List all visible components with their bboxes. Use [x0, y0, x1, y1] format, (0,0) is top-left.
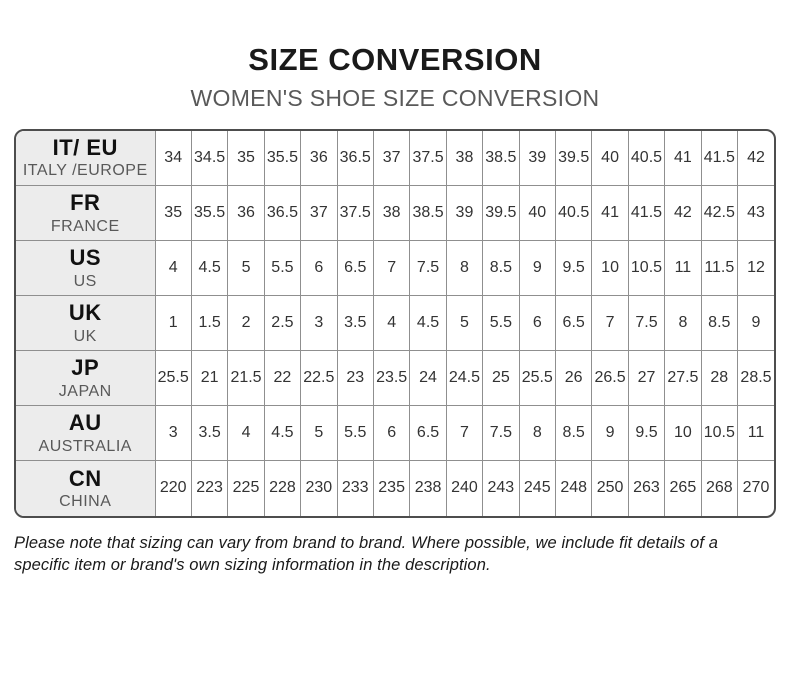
- size-cell: 38: [446, 131, 482, 186]
- row-header: [16, 461, 155, 516]
- row-header: [16, 131, 155, 186]
- size-cell: 8.5: [555, 406, 591, 461]
- size-cell: 8.5: [483, 241, 519, 296]
- row-header: [16, 406, 155, 461]
- size-cell: 21: [191, 351, 227, 406]
- size-cell: 4.5: [264, 406, 300, 461]
- size-cell: 6.5: [410, 406, 446, 461]
- size-cell: 5.5: [264, 241, 300, 296]
- region-name: UK: [73, 327, 97, 345]
- table-row-uk: [16, 296, 774, 351]
- size-cell: 5.5: [337, 406, 373, 461]
- row-header: [16, 296, 155, 351]
- table-row-it-eu: [16, 131, 774, 186]
- size-cell: 26.5: [592, 351, 628, 406]
- size-cell: 6.5: [555, 296, 591, 351]
- row-header: [16, 186, 155, 241]
- size-cell: 7.5: [410, 241, 446, 296]
- size-cell: 5: [446, 296, 482, 351]
- region-name: JAPAN: [58, 382, 112, 400]
- sizing-disclaimer-note: Please note that sizing can vary from brand to brand. Where possible, we include fit details of a specific item or brand's own sizing information in the description.: [14, 533, 718, 574]
- size-cell: 250: [592, 461, 628, 516]
- size-cell: 3: [155, 406, 191, 461]
- size-cell: 38: [373, 186, 409, 241]
- size-conversion-table-frame: [14, 129, 776, 518]
- size-cell: 42: [665, 186, 701, 241]
- size-cell: 228: [264, 461, 300, 516]
- size-cell: 22: [264, 351, 300, 406]
- row-header: [16, 351, 155, 406]
- size-cell: 3.5: [337, 296, 373, 351]
- size-table-body: [16, 131, 774, 516]
- size-cell: 243: [483, 461, 519, 516]
- size-cell: 41: [592, 186, 628, 241]
- table-row-jp: [16, 351, 774, 406]
- size-cell: 8: [446, 241, 482, 296]
- region-code: FR: [70, 190, 101, 216]
- size-cell: 9: [592, 406, 628, 461]
- size-cell: 8.5: [701, 296, 737, 351]
- size-cell: 28.5: [738, 351, 775, 406]
- size-cell: 41: [665, 131, 701, 186]
- size-cell: 28: [701, 351, 737, 406]
- size-cell: 39: [446, 186, 482, 241]
- size-cell: 34.5: [191, 131, 227, 186]
- region-code: UK: [68, 300, 102, 326]
- size-cell: 26: [555, 351, 591, 406]
- size-cell: 220: [155, 461, 191, 516]
- size-cell: 10: [665, 406, 701, 461]
- size-cell: 23: [337, 351, 373, 406]
- size-cell: 7: [446, 406, 482, 461]
- region-name: US: [73, 272, 97, 290]
- size-cell: 4: [228, 406, 264, 461]
- size-cell: 35: [155, 186, 191, 241]
- table-row-cn: [16, 461, 774, 516]
- size-cell: 8: [665, 296, 701, 351]
- size-cell: 25: [483, 351, 519, 406]
- size-cell: 240: [446, 461, 482, 516]
- size-cell: 11.5: [701, 241, 737, 296]
- size-cell: 2: [228, 296, 264, 351]
- size-cell: 24.5: [446, 351, 482, 406]
- size-cell: 21.5: [228, 351, 264, 406]
- region-code: CN: [68, 465, 102, 491]
- size-cell: 4: [373, 296, 409, 351]
- size-cell: 37: [301, 186, 337, 241]
- size-cell: 40: [592, 131, 628, 186]
- page-subtitle: WOMEN'S SHOE SIZE CONVERSION: [190, 84, 600, 111]
- size-cell: 36.5: [337, 131, 373, 186]
- size-cell: 6: [373, 406, 409, 461]
- size-cell: 24: [410, 351, 446, 406]
- size-cell: 4.5: [410, 296, 446, 351]
- region-name: ITALY /EUROPE: [22, 162, 148, 180]
- region-name: FRANCE: [50, 217, 120, 235]
- size-cell: 3.5: [191, 406, 227, 461]
- region-code: IT/ EU: [52, 135, 118, 161]
- size-cell: 8: [519, 406, 555, 461]
- size-cell: 270: [738, 461, 775, 516]
- size-cell: 1.5: [191, 296, 227, 351]
- size-cell: 4: [155, 241, 191, 296]
- size-conversion-table: [16, 131, 774, 516]
- size-cell: 225: [228, 461, 264, 516]
- table-row-fr: [16, 186, 774, 241]
- size-cell: 12: [738, 241, 775, 296]
- size-cell: 37.5: [410, 131, 446, 186]
- size-cell: 248: [555, 461, 591, 516]
- size-cell: 238: [410, 461, 446, 516]
- size-cell: 9: [738, 296, 775, 351]
- size-cell: 43: [738, 186, 775, 241]
- size-cell: 25.5: [155, 351, 191, 406]
- size-cell: 38.5: [410, 186, 446, 241]
- size-cell: 5: [228, 241, 264, 296]
- size-cell: 265: [665, 461, 701, 516]
- size-cell: 10.5: [628, 241, 664, 296]
- region-code: US: [69, 245, 102, 271]
- size-cell: 2.5: [264, 296, 300, 351]
- size-cell: 9.5: [555, 241, 591, 296]
- size-cell: 35: [228, 131, 264, 186]
- region-code: AU: [68, 410, 102, 436]
- region-name: AUSTRALIA: [38, 437, 132, 455]
- region-name: CHINA: [59, 492, 112, 510]
- size-cell: 9: [519, 241, 555, 296]
- size-cell: 42: [738, 131, 775, 186]
- size-cell: 9.5: [628, 406, 664, 461]
- table-row-au: [16, 406, 774, 461]
- size-cell: 245: [519, 461, 555, 516]
- size-cell: 4.5: [191, 241, 227, 296]
- size-cell: 11: [665, 241, 701, 296]
- size-cell: 36.5: [264, 186, 300, 241]
- size-cell: 6: [519, 296, 555, 351]
- size-cell: 233: [337, 461, 373, 516]
- region-code: JP: [71, 355, 100, 381]
- size-cell: 7.5: [628, 296, 664, 351]
- size-cell: 268: [701, 461, 737, 516]
- size-cell: 40.5: [555, 186, 591, 241]
- size-cell: 39.5: [483, 186, 519, 241]
- size-cell: 42.5: [701, 186, 737, 241]
- size-cell: 263: [628, 461, 664, 516]
- size-cell: 6: [301, 241, 337, 296]
- size-cell: 35.5: [264, 131, 300, 186]
- size-cell: 40.5: [628, 131, 664, 186]
- size-cell: 10.5: [701, 406, 737, 461]
- size-cell: 235: [373, 461, 409, 516]
- size-cell: 5.5: [483, 296, 519, 351]
- size-cell: 25.5: [519, 351, 555, 406]
- size-cell: 27: [628, 351, 664, 406]
- table-row-us: [16, 241, 774, 296]
- size-cell: 39.5: [555, 131, 591, 186]
- size-cell: 7: [373, 241, 409, 296]
- size-cell: 23.5: [373, 351, 409, 406]
- page-title: SIZE CONVERSION: [248, 42, 542, 77]
- row-header: [16, 241, 155, 296]
- size-cell: 36: [228, 186, 264, 241]
- size-cell: 35.5: [191, 186, 227, 241]
- size-cell: 27.5: [665, 351, 701, 406]
- size-cell: 6.5: [337, 241, 373, 296]
- size-cell: 7: [592, 296, 628, 351]
- size-cell: 41.5: [701, 131, 737, 186]
- size-cell: 230: [301, 461, 337, 516]
- size-cell: 5: [301, 406, 337, 461]
- size-cell: 39: [519, 131, 555, 186]
- size-cell: 7.5: [483, 406, 519, 461]
- size-cell: 10: [592, 241, 628, 296]
- size-cell: 34: [155, 131, 191, 186]
- size-cell: 37: [373, 131, 409, 186]
- size-cell: 38.5: [483, 131, 519, 186]
- size-cell: 11: [738, 406, 775, 461]
- size-cell: 36: [301, 131, 337, 186]
- size-cell: 22.5: [301, 351, 337, 406]
- size-cell: 223: [191, 461, 227, 516]
- size-cell: 41.5: [628, 186, 664, 241]
- size-cell: 40: [519, 186, 555, 241]
- size-cell: 1: [155, 296, 191, 351]
- size-cell: 3: [301, 296, 337, 351]
- size-cell: 37.5: [337, 186, 373, 241]
